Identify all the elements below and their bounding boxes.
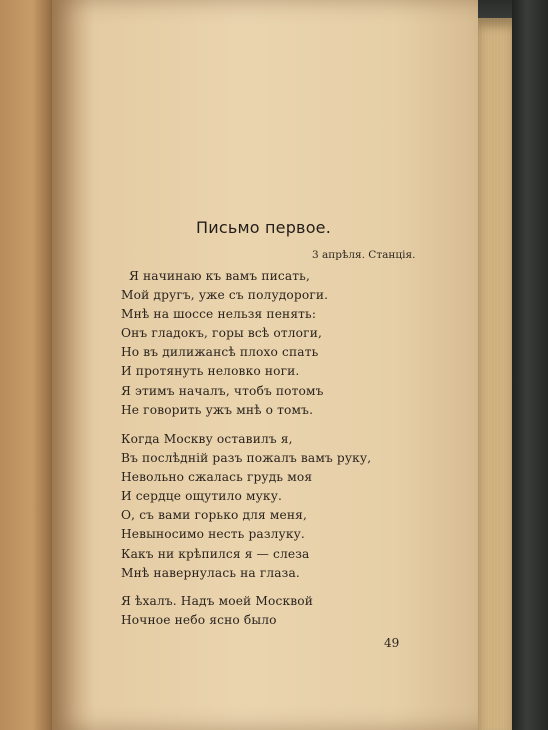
verse-line: Не говорить ужъ мнѣ о томъ.: [121, 402, 314, 417]
verse-line: Мой другъ, уже съ полудороги.: [121, 288, 329, 303]
previous-page-edge: [0, 0, 58, 730]
verse-line: И протянуть неловко ноги.: [121, 364, 300, 379]
verse-line: Невольно сжалась грудь моя: [121, 470, 313, 485]
verse-line: Я начинаю къ вамъ писать,: [129, 269, 310, 283]
stanza-1: [121, 267, 421, 420]
verse-line: Ночное небо ясно было: [121, 613, 277, 628]
verse-line: Мнѣ навернулась на глаза.: [121, 565, 300, 580]
page-block-edge: [478, 18, 514, 730]
letter-title: Письмо первое.: [196, 218, 332, 237]
verse-line: Мнѣ на шоссе нельзя пенять:: [121, 307, 317, 322]
verse-line: Но въ дилижансѣ плохо спать: [121, 345, 319, 360]
book-cover: [512, 0, 548, 730]
verse-line: Когда Москву оставилъ я,: [121, 432, 293, 446]
verse-line: Невыносимо несть разлуку.: [121, 527, 305, 542]
verse-line: Я этимъ началъ, чтобъ потомъ: [121, 383, 324, 398]
stanza-2: [121, 430, 421, 583]
page-number: 49: [384, 636, 400, 650]
verse-line: О, съ вами горько для меня,: [121, 508, 308, 523]
verse-line: Въ послѣдній разъ пожалъ вамъ руку,: [121, 451, 372, 466]
stanza-3: [121, 592, 421, 630]
verse-line: Я ѣхалъ. Надъ моей Москвой: [121, 594, 313, 608]
verse-line: И сердце ощутило муку.: [121, 489, 283, 504]
letter-dateline: 3 апрѣля. Станція.: [312, 249, 416, 261]
verse-line: Какъ ни крѣпился я — слеза: [121, 546, 310, 561]
verse-line: Онъ гладокъ, горы всѣ отлоги,: [121, 326, 322, 341]
